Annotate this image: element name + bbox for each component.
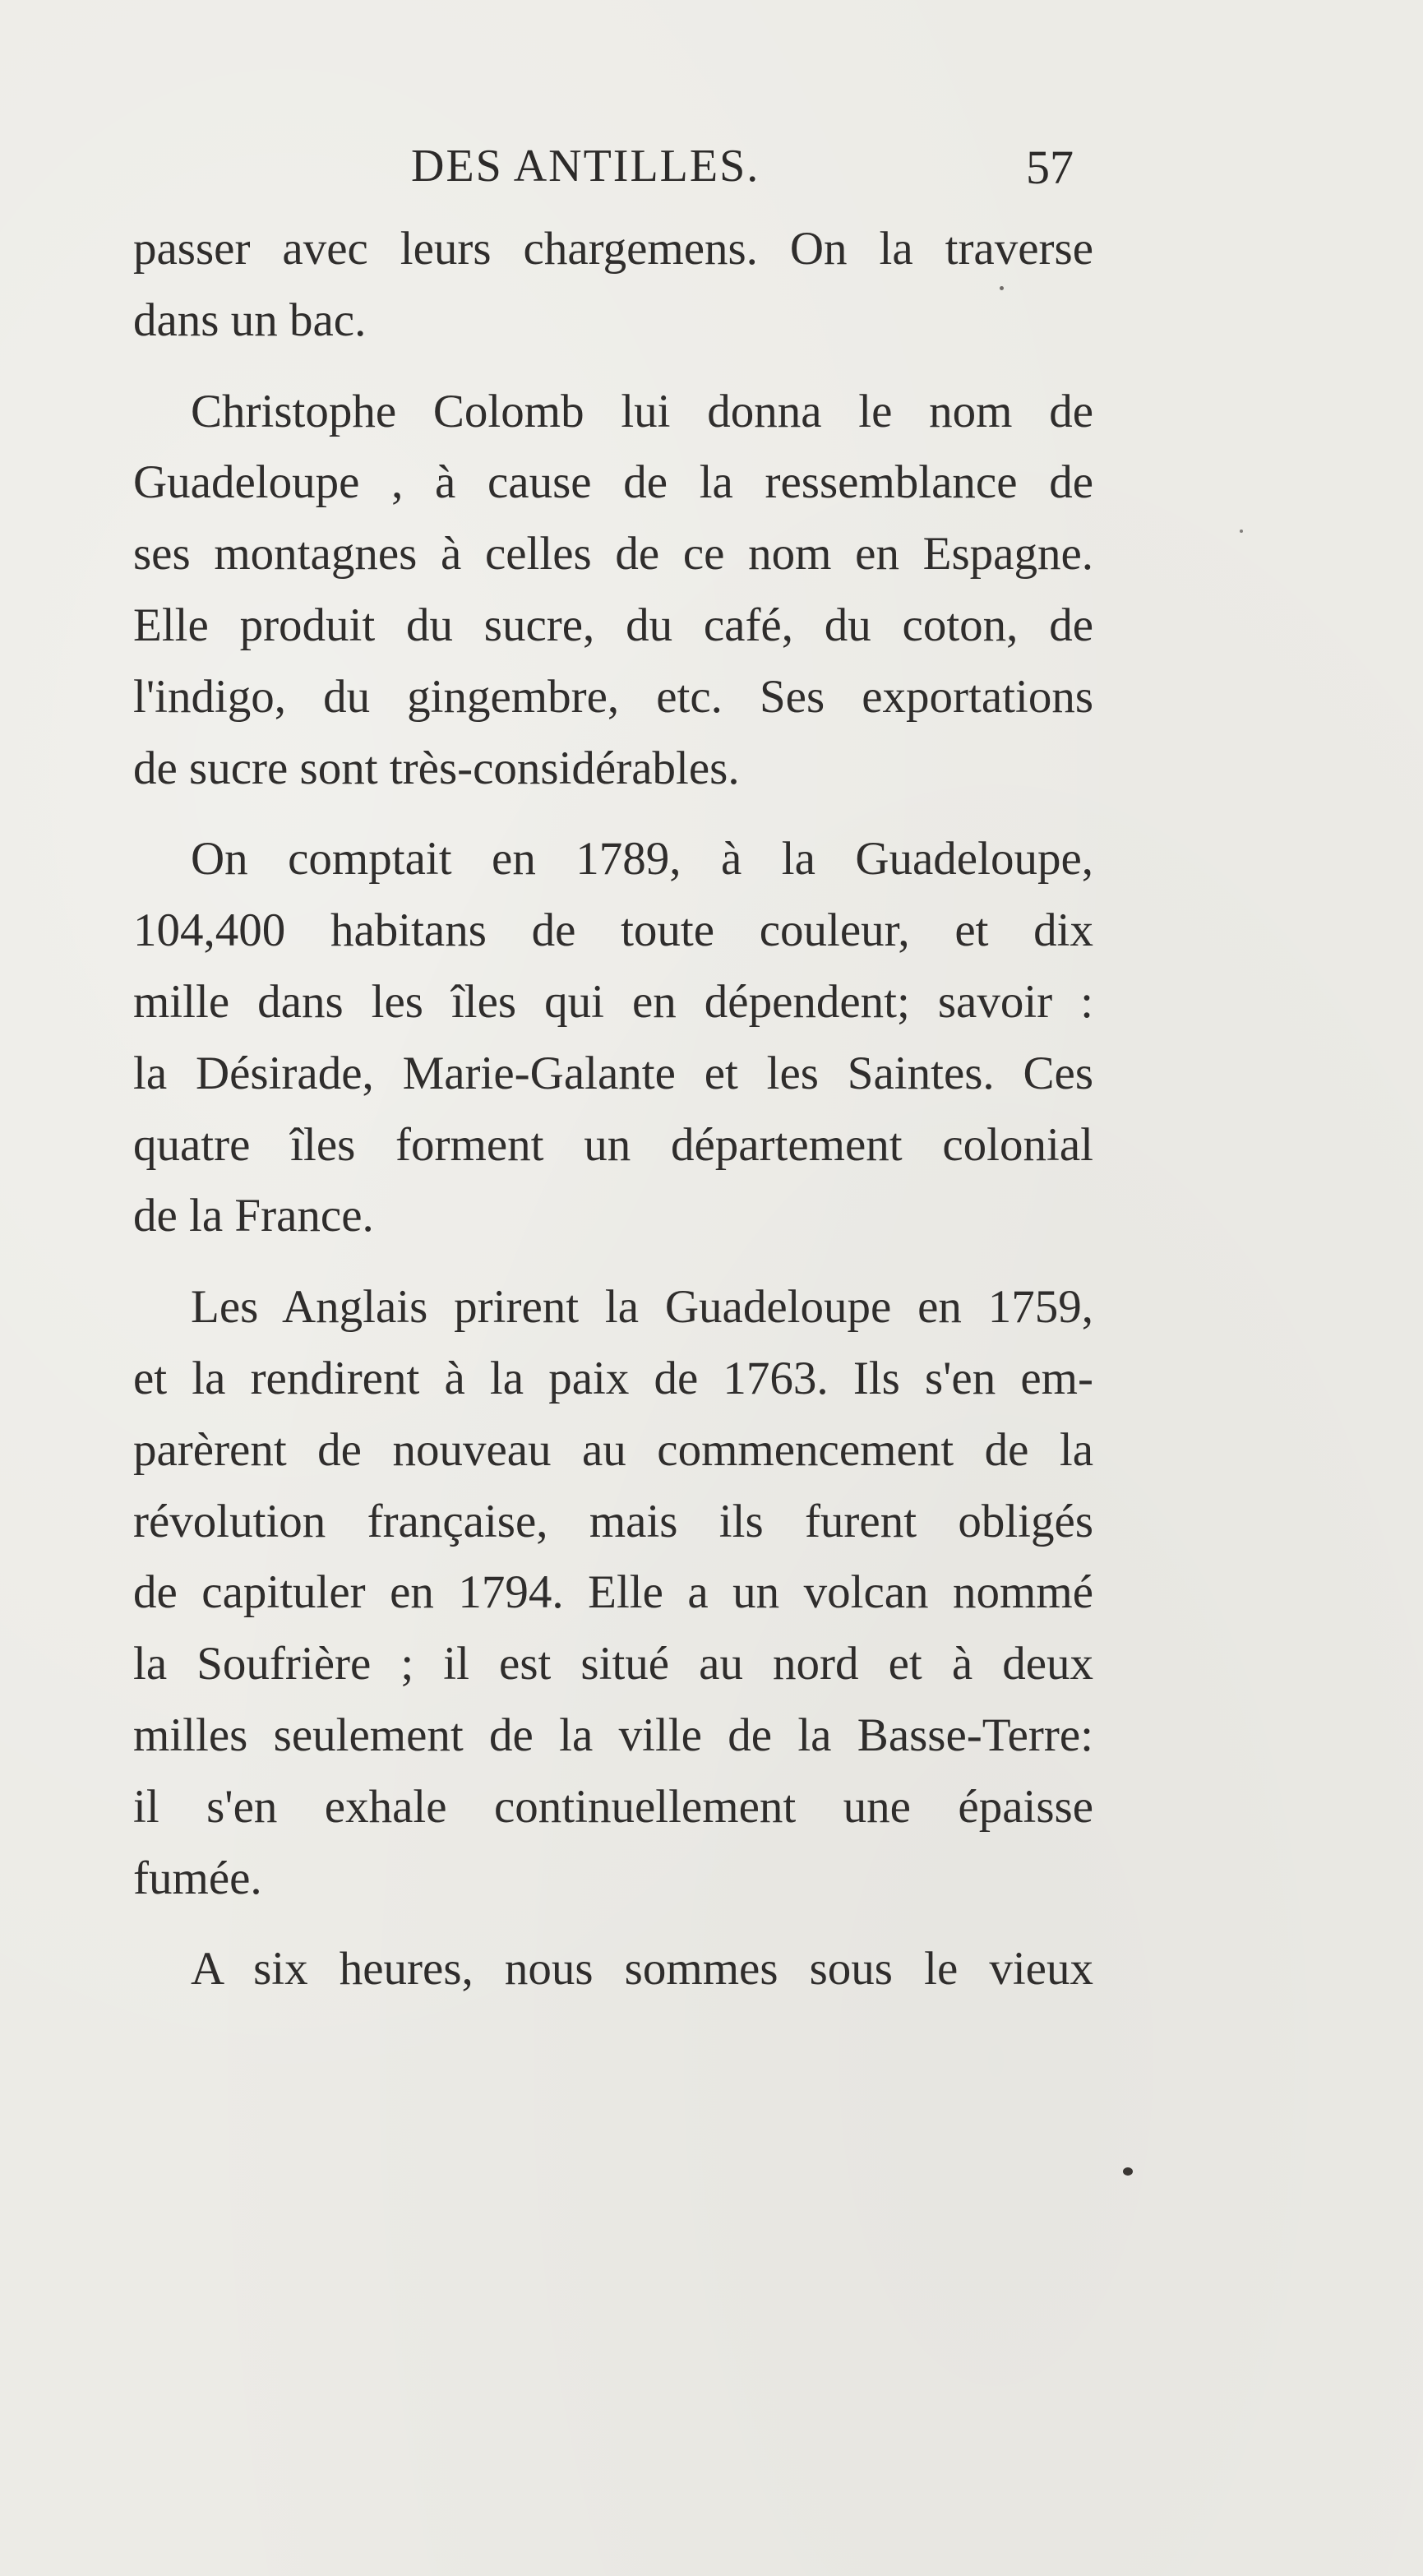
text-line: et la rendirent à la paix de 1763. Ils s'en em- bbox=[133, 1352, 1093, 1404]
text-line: fumée. bbox=[133, 1852, 262, 1904]
text-line: On comptait en 1789, à la Guadeloupe, bbox=[191, 833, 1093, 886]
text-line: quatre îles forment un département colonial bbox=[133, 1118, 1093, 1171]
text-line: révolution française, mais ils furent obligés bbox=[133, 1495, 1093, 1547]
text-line: la Désirade, Marie-Galante et les Saintes. Ces bbox=[133, 1047, 1093, 1099]
paragraph bbox=[133, 1272, 1093, 1914]
text-line: Les Anglais prirent la Guadeloupe en 1759, bbox=[191, 1281, 1093, 1334]
text-line: passer avec leurs chargemens. On la traverse bbox=[133, 223, 1093, 275]
text-line: il s'en exhale continuellement une épaisse bbox=[133, 1780, 1093, 1833]
text-line: de sucre sont très-considérables. bbox=[133, 742, 740, 794]
text-line: parèrent de nouveau au commencement de la bbox=[133, 1423, 1093, 1476]
text-line: de la France. bbox=[133, 1190, 374, 1242]
text-line-indented bbox=[133, 824, 1093, 895]
text-line: l'indigo, du gingembre, etc. Ses exportations bbox=[133, 670, 1093, 723]
paragraph bbox=[133, 377, 1093, 805]
text-line: ses montagnes à celles de ce nom en Espagne. bbox=[133, 528, 1093, 580]
text-line: mille dans les îles qui en dépendent; savoir : bbox=[133, 975, 1093, 1028]
page-number: 57 bbox=[1026, 141, 1074, 194]
text-line: Elle produit du sucre, du café, du coton, de bbox=[133, 599, 1093, 651]
paragraph bbox=[133, 1934, 1093, 2005]
text-line: 104,400 habitans de toute couleur, et dix bbox=[133, 904, 1093, 957]
running-title: DES ANTILLES. bbox=[411, 141, 760, 192]
paper-speck bbox=[1000, 286, 1004, 290]
body-text bbox=[133, 214, 1093, 2005]
text-line: de capituler en 1794. Elle a un volcan nommé bbox=[133, 1566, 1093, 1619]
text-line: Christophe Colomb lui donna le nom de bbox=[191, 385, 1093, 437]
text-line: A six heures, nous sommes sous le vieux bbox=[191, 1943, 1093, 1996]
text-line: dans un bac. bbox=[133, 294, 367, 346]
text-line-indented bbox=[133, 377, 1093, 448]
text-line-indented bbox=[133, 1272, 1093, 1343]
text-line-indented bbox=[133, 1934, 1093, 2005]
paper-speck bbox=[1240, 530, 1243, 533]
text-line: milles seulement de la ville de la Basse-Terre: bbox=[133, 1709, 1093, 1761]
text-line: Guadeloupe , à cause de la ressemblance de bbox=[133, 456, 1093, 509]
paragraph bbox=[133, 214, 1093, 357]
paragraph bbox=[133, 824, 1093, 1252]
text-line: la Soufrière ; il est situé au nord et à deux bbox=[133, 1638, 1093, 1690]
paper-speck bbox=[1123, 2167, 1133, 2176]
